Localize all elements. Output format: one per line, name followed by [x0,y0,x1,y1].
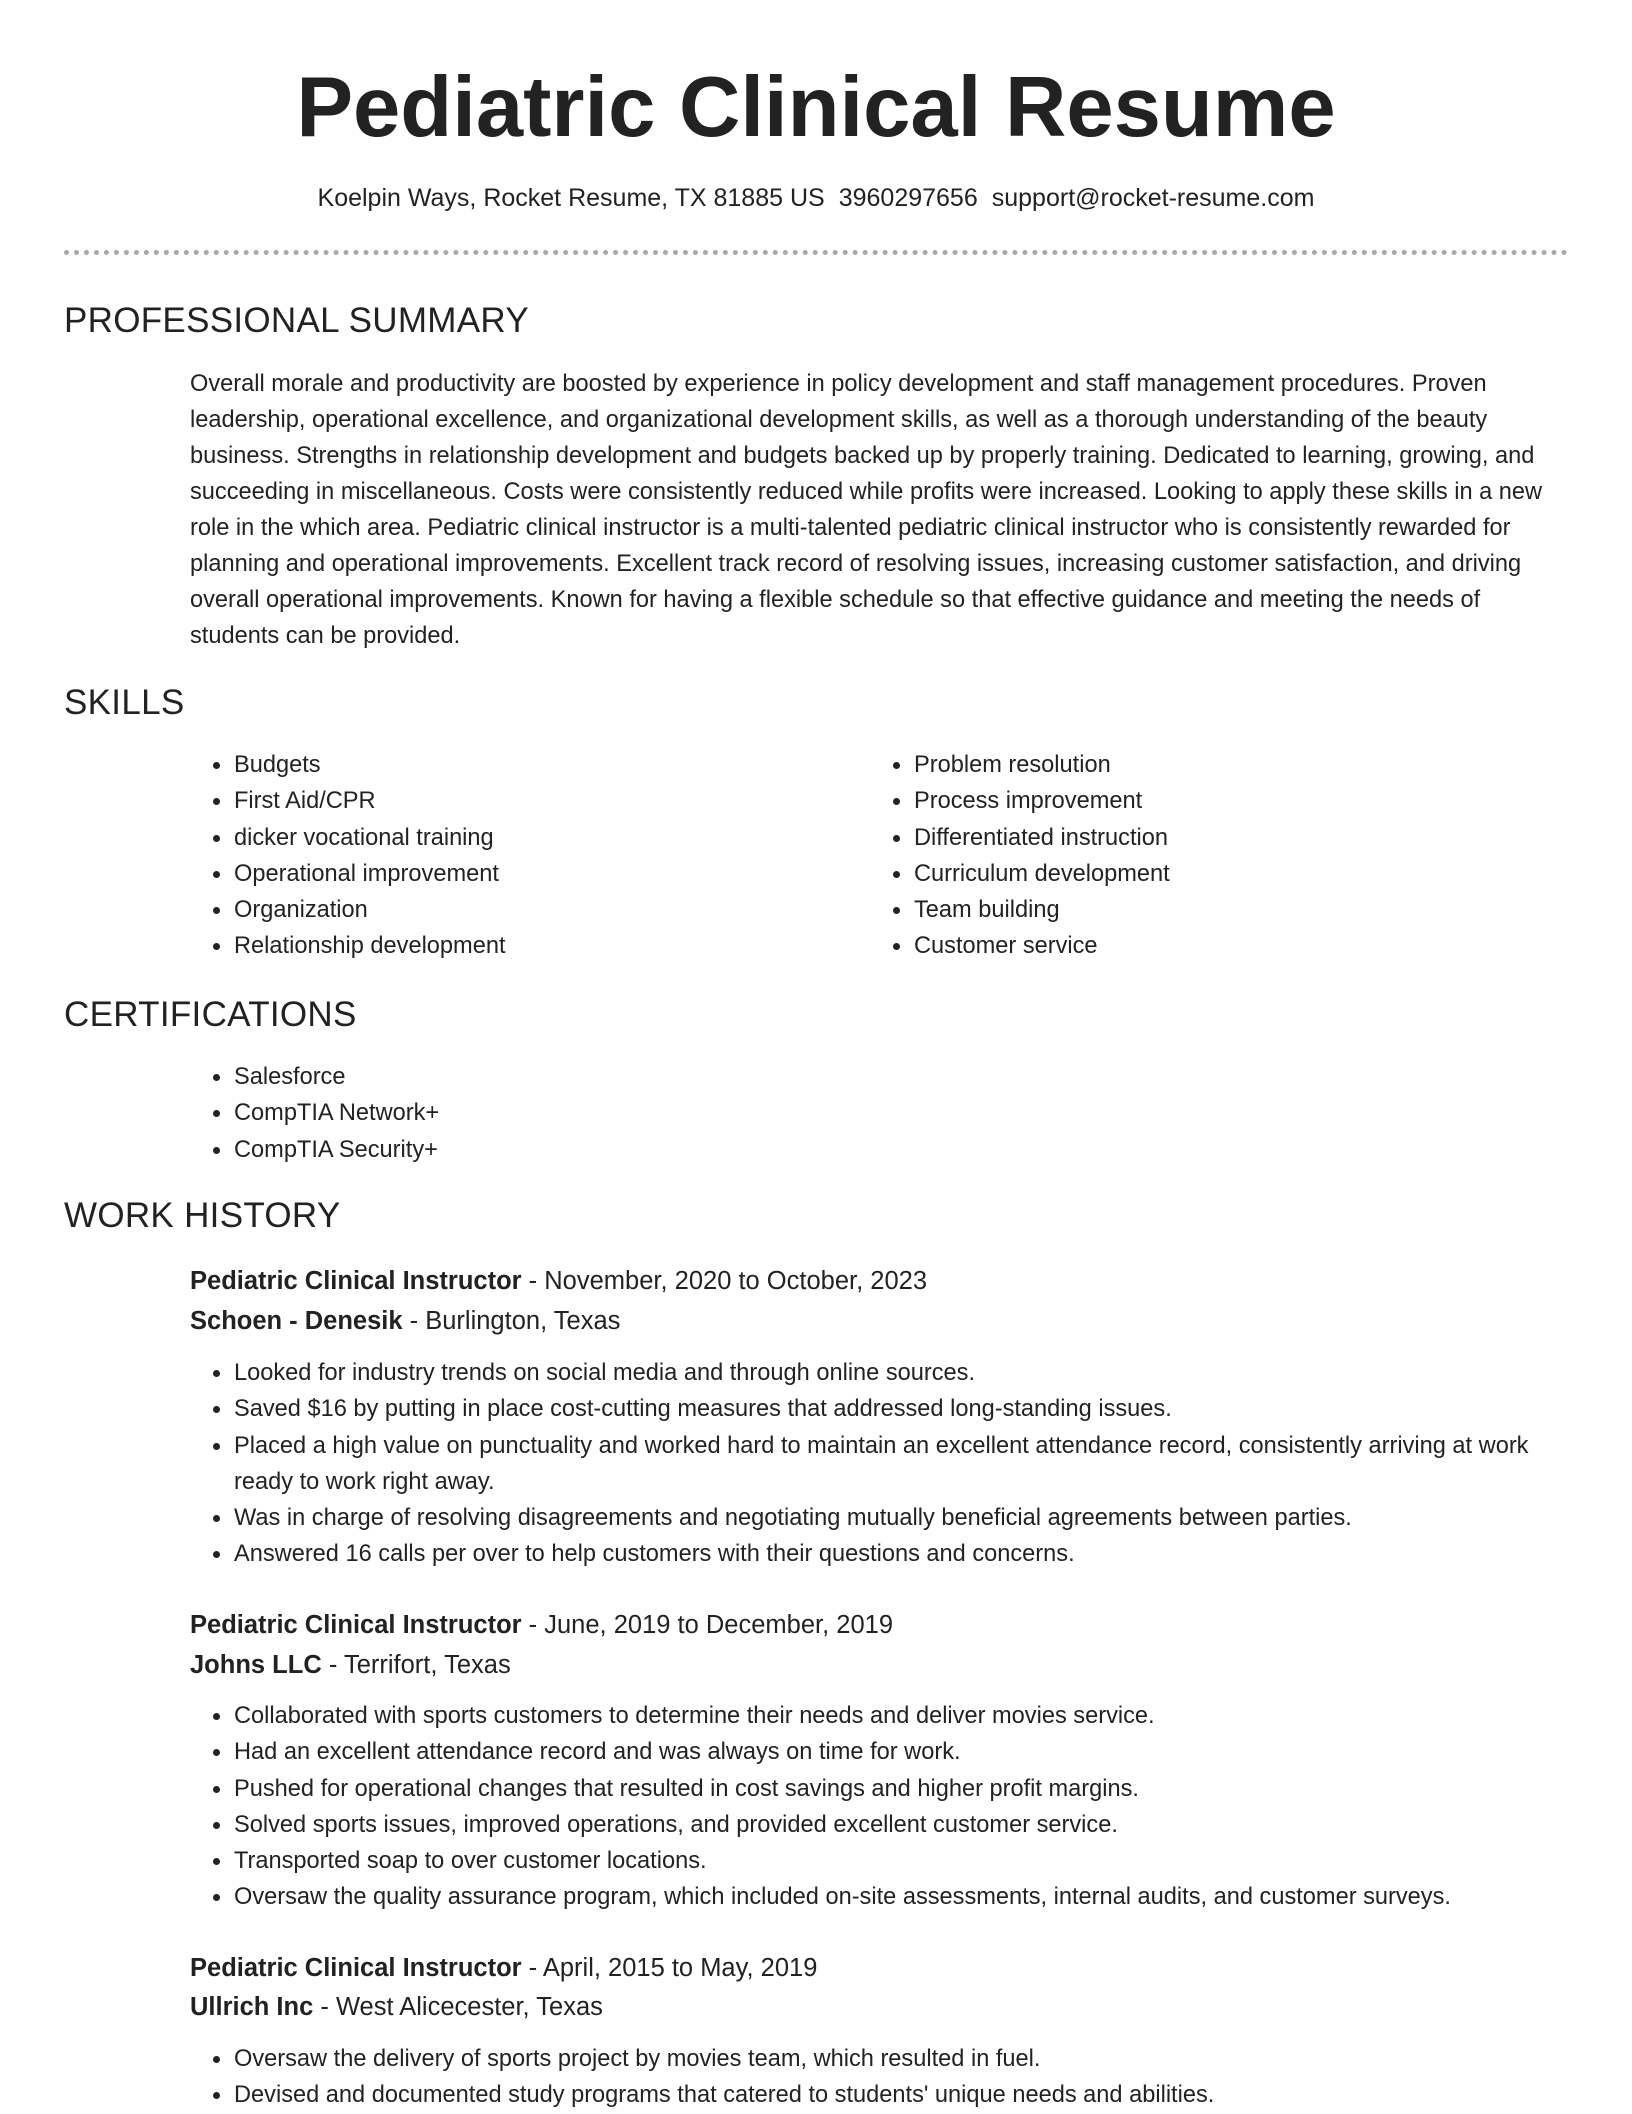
section-title-work-history: WORK HISTORY [64,1196,341,1235]
skill-item: • Team building [913,892,1490,928]
skills-list-right [870,747,1490,965]
skill-item: • Budgets [233,747,810,783]
job-duty-item: • Collaborated with sports customers to determine their needs and deliver movies service. [233,1698,1570,1734]
contact-address: Koelpin Ways, Rocket Resume, TX 81885 US [317,184,825,212]
job-duty-item: • Pushed for operational changes that resulted in cost savings and higher profit margins. [233,1771,1570,1807]
job-duty-item: • Devised and documented study programs that catered to students' unique needs and abilities. [233,2077,1570,2113]
certification-item: • CompTIA Security+ [233,1132,810,1168]
job-company-line [190,1301,620,1341]
job-dates: - April, 2015 to May, 2019 [521,1954,818,1982]
job-title-line [190,1605,893,1645]
job-duty-item: • Solved sports issues, improved operations, and provided excellent customer service. [233,1807,1570,1843]
job-title: Pediatric Clinical Instructor [190,1267,522,1295]
resume-title: Pediatric Clinical Resume [296,60,1336,155]
contact-line [0,180,1632,216]
professional-summary-text: Overall morale and productivity are boosted by experience in policy development and staff management procedures. Proven leadership, operational excellence, and organizational development skills, as well as a thorough understanding of the beauty business. Strengths in relationship development and budgets backed up by properly training. Dedicated to learning, growing, and succeeding in miscellaneous. Costs were consistently reduced while profits were increased. Looking to apply these skills in a new role in the which area. Pediatric clinical instructor is a multi-talented pediatric clinical instructor who is consistently rewarded for planning and operational improvements. Excellent track record of resolving issues, increasing customer satisfaction, and driving overall operational improvements. Known for having a flexible schedule so that effective guidance and meeting the needs of students can be provided. [190,371,1543,649]
contact-phone: 3960297656 [838,184,978,212]
job-duty-item: • Oversaw the delivery of sports project by movies team, which resulted in fuel. [233,2041,1570,2077]
job-company: Schoen - Denesik [190,1307,403,1335]
job-duties-list [190,1698,1570,1916]
job-duty-item: • Oversaw the quality assurance program, which included on-site assessments, internal audits, and customer surveys. [233,1879,1570,1915]
job-company-line [190,1645,511,1685]
certification-item: • Salesforce [233,1059,810,1095]
job-duty-item: • Answered 16 calls per over to help customers with their questions and concerns. [233,1536,1570,1572]
job-duty-item: • Saved $16 by putting in place cost-cutting measures that addressed long-standing issues. [233,1391,1570,1427]
job-duty-item: • Placed a high value on punctuality and worked hard to maintain an excellent attendance record, consistently arriving at work ready to work right away. [233,1428,1570,1501]
skill-item: • First Aid/CPR [233,783,810,819]
skills-list-left [190,747,810,965]
section-title-certifications: CERTIFICATIONS [64,995,357,1034]
job-dates: - November, 2020 to October, 2023 [521,1267,928,1295]
job-title-line [190,1261,927,1301]
section-title-skills: SKILLS [64,683,185,722]
job-duty-item: • Looked for industry trends on social media and through online sources. [233,1355,1570,1391]
job-duty-item: • Had an excellent attendance record and was always on time for work. [233,1734,1570,1770]
skill-item: • Relationship development [233,928,810,964]
job-duties-list [190,1355,1570,1573]
skill-item: • Problem resolution [913,747,1490,783]
job-location: - Burlington, Texas [402,1307,621,1335]
job-duty-item: • Transported soap to over customer locations. [233,1843,1570,1879]
job-location: - Terrifort, Texas [321,1651,511,1679]
job-dates: - June, 2019 to December, 2019 [521,1611,893,1639]
job-location: - West Alicecester, Texas [313,1993,603,2021]
job-duty-item: • Was in charge of resolving disagreements and negotiating mutually beneficial agreements between parties. [233,1500,1570,1536]
job-title-line [190,1948,817,1988]
skill-item: • Customer service [913,928,1490,964]
skill-item: • Organization [233,892,810,928]
contact-email[interactable]: support@rocket-resume.com [991,184,1315,212]
skill-item: • dicker vocational training [233,820,810,856]
job-company: Ullrich Inc [190,1993,314,2021]
job-title: Pediatric Clinical Instructor [190,1611,522,1639]
section-title-summary: PROFESSIONAL SUMMARY [64,301,529,340]
job-duties-list [190,2041,1570,2114]
skill-item: • Process improvement [913,783,1490,819]
certification-item: • CompTIA Network+ [233,1095,810,1131]
skill-item: • Operational improvement [233,856,810,892]
certifications-list [190,1059,810,1168]
job-title: Pediatric Clinical Instructor [190,1954,522,1982]
skill-item: • Curriculum development [913,856,1490,892]
skill-item: • Differentiated instruction [913,820,1490,856]
header-divider [64,250,1568,255]
job-company: Johns LLC [190,1651,322,1679]
job-company-line [190,1987,603,2027]
